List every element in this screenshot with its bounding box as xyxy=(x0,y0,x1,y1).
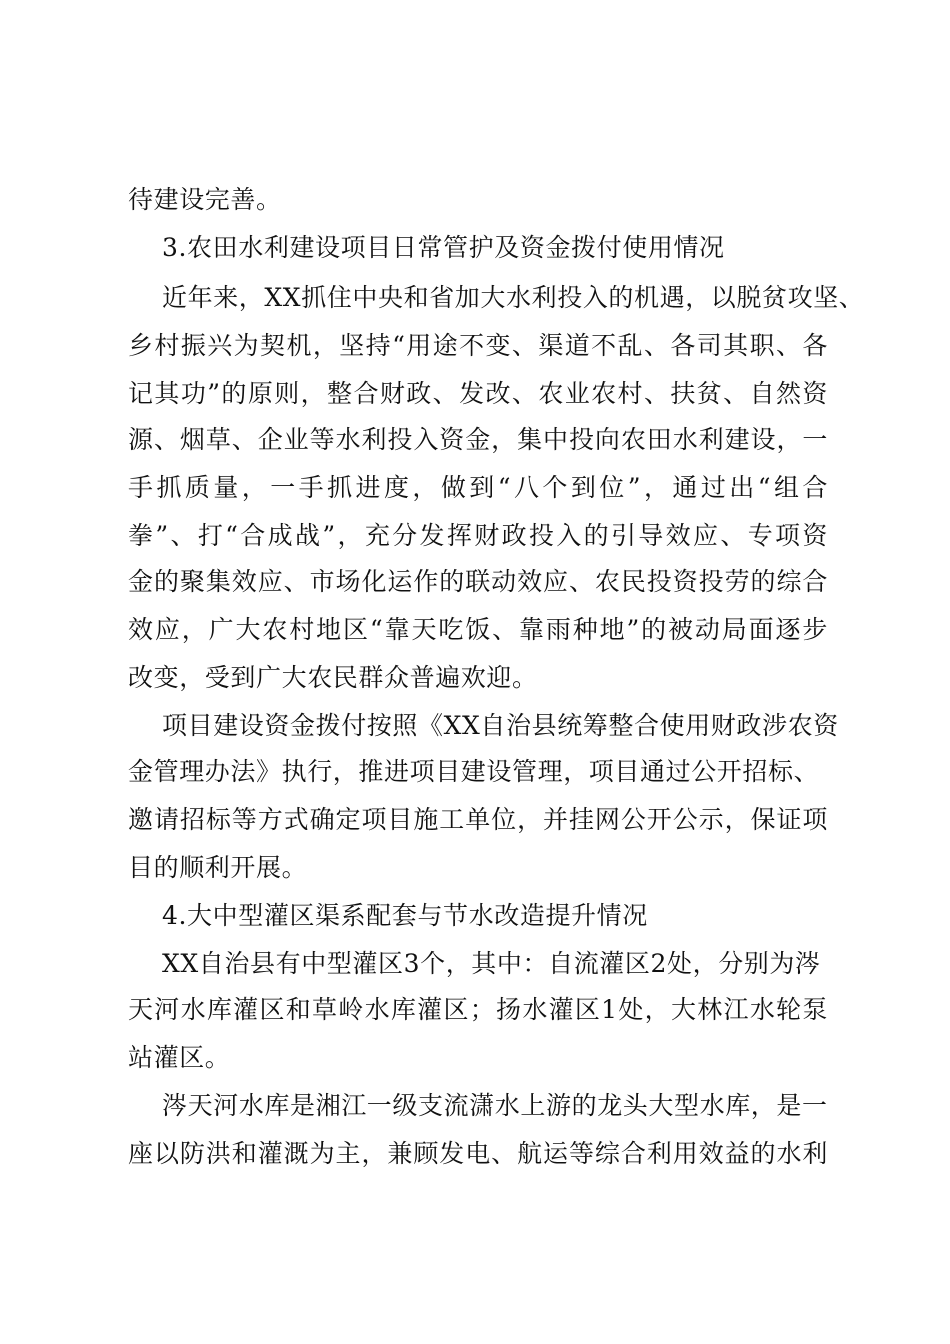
paragraph-line: 乡村振兴为契机，坚持“用途不变、渠道不乱、各司其职、各 xyxy=(128,331,828,360)
paragraph-line: 记其功”的原则，整合财政、发改、农业农村、扶贫、自然资 xyxy=(128,379,828,408)
paragraph-line: 金的聚集效应、市场化运作的联动效应、农民投资投劳的综合 xyxy=(128,567,828,596)
paragraph-line: 手抓质量，一手抓进度，做到“八个到位”，通过出“组合 xyxy=(128,473,828,502)
section-heading: 3.农田水利建设项目日常管护及资金拨付使用情况 xyxy=(162,233,725,262)
paragraph-line: 项目建设资金拨付按照《XX自治县统筹整合使用财政涉农资 xyxy=(162,711,839,740)
paragraph-line: XX自治县有中型灌区3个，其中：自流灌区2处，分别为涔 xyxy=(162,949,821,978)
paragraph-line: 效应，广大农村地区“靠天吃饭、靠雨种地”的被动局面逐步 xyxy=(128,615,828,644)
section-heading: 4.大中型灌区渠系配套与节水改造提升情况 xyxy=(162,901,648,930)
text-line: 待建设完善。 xyxy=(128,185,282,214)
paragraph-line: 站灌区。 xyxy=(128,1043,231,1072)
paragraph-line: 目的顺利开展。 xyxy=(128,853,308,882)
paragraph-line: 改变，受到广大农民群众普遍欢迎。 xyxy=(128,663,538,692)
paragraph-line: 涔天河水库是湘江一级支流潇水上游的龙头大型水库，是一 xyxy=(162,1091,828,1120)
paragraph-line: 邀请招标等方式确定项目施工单位，并挂网公开公示，保证项 xyxy=(128,805,828,834)
paragraph-line: 近年来，XX抓住中央和省加大水利投入的机遇，以脱贫攻坚、 xyxy=(162,283,865,312)
paragraph-line: 源、烟草、企业等水利投入资金，集中投向农田水利建设，一 xyxy=(128,425,828,454)
paragraph-line: 天河水库灌区和草岭水库灌区；扬水灌区1处，大林江水轮泵 xyxy=(128,995,828,1024)
paragraph-line: 座以防洪和灌溉为主，兼顾发电、航运等综合利用效益的水利 xyxy=(128,1139,828,1168)
paragraph-line: 拳”、打“合成战”，充分发挥财政投入的引导效应、专项资 xyxy=(128,521,828,550)
paragraph-line: 金管理办法》执行，推进项目建设管理，项目通过公开招标、 xyxy=(128,757,820,786)
